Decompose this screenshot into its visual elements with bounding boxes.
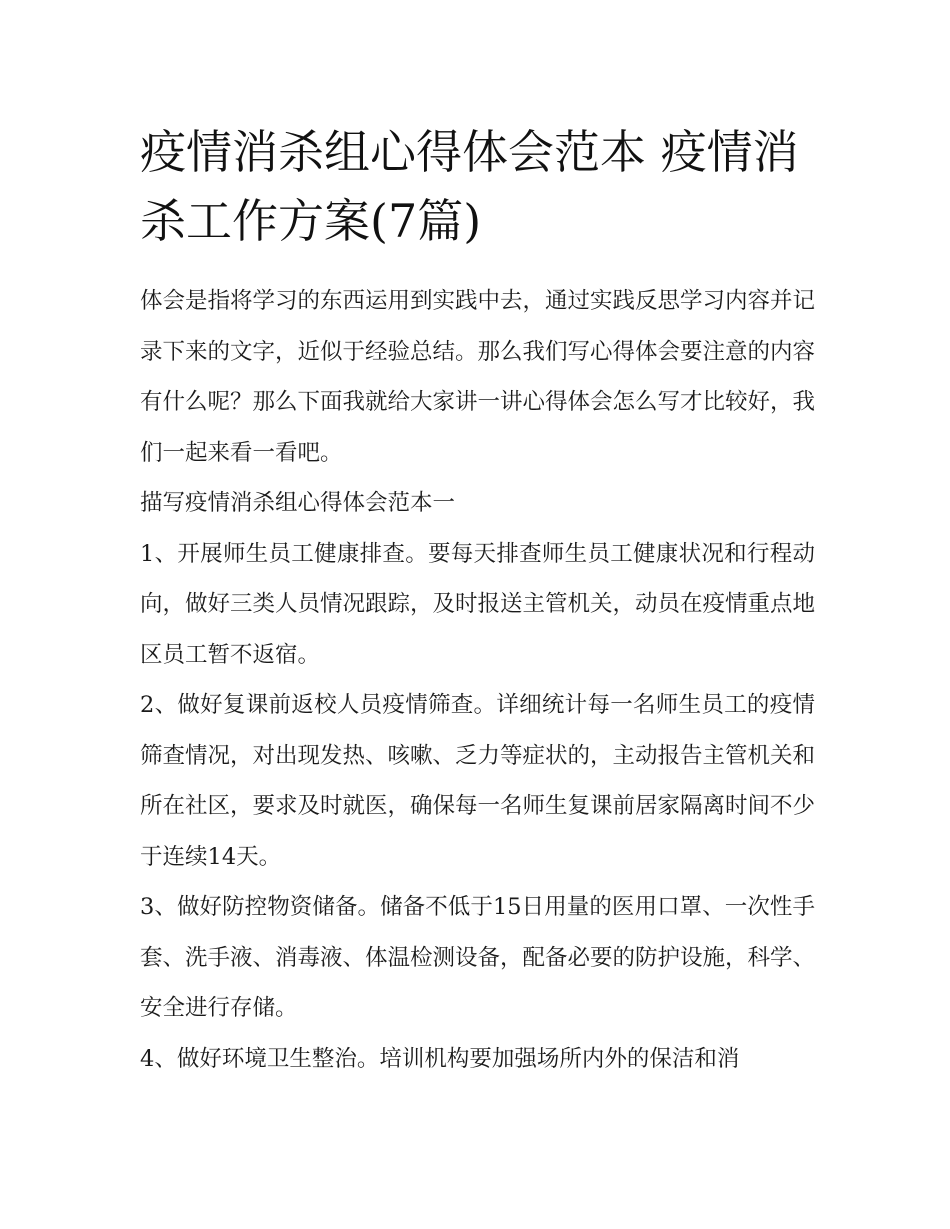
intro-paragraph: 体会是指将学习的东西运用到实践中去，通过实践反思学习内容并记录下来的文字，近似于经验总结。那么我们写心得体会要注意的内容有什么呢？那么下面我就给大家讲一讲心得体会怎么写才比较好，我们一起来看一看吧。 bbox=[140, 288, 816, 466]
list-item: 2、做好复课前返校人员疫情筛查。详细统计每一名师生员工的疫情筛查情况，对出现发热、咳嗽、乏力等症状的，主动报告主管机关和所在社区，要求及时就医，确保每一名师生复课前居家隔离时间不少于连续14天。 bbox=[140, 692, 816, 870]
list-item: 1、开展师生员工健康排查。要每天排查师生员工健康状况和行程动向，做好三类人员情况跟踪，及时报送主管机关，动员在疫情重点地区员工暂不返宿。 bbox=[140, 540, 816, 668]
document-content bbox=[140, 118, 815, 1084]
list-item: 4、做好环境卫生整治。培训机构要加强场所内外的保洁和消 bbox=[140, 1045, 740, 1072]
list-item: 3、做好防控物资储备。储备不低于15日用量的医用口罩、一次性手套、洗手液、消毒液、体温检测设备，配备必要的防护设施，科学、安全进行存储。 bbox=[140, 894, 816, 1021]
document-title: 疫情消杀组心得体会范本 疫情消杀工作方案(7篇) bbox=[140, 125, 799, 248]
section-heading: 描写疫情消杀组心得体会范本一 bbox=[140, 490, 456, 516]
document-body bbox=[140, 276, 815, 1084]
